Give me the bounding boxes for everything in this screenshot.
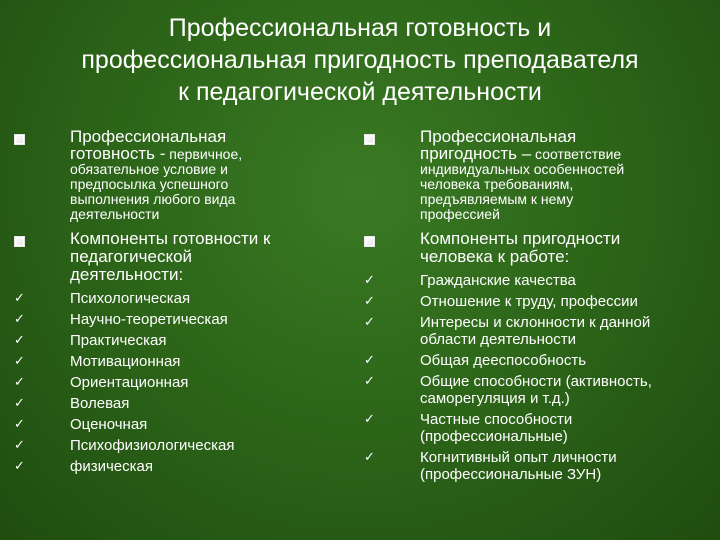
list-item-text: Общая дееспособность [420, 352, 587, 369]
title-line: к педагогической деятельности [178, 78, 542, 106]
check-mark-icon: ✓ [14, 291, 25, 306]
list-item-text: Когнитивный опыт личности [420, 449, 617, 466]
check-mark-icon: ✓ [364, 374, 375, 389]
definition-text: человека требованиям, [420, 176, 574, 192]
list-item-text: (профессиональные ЗУН) [420, 466, 602, 483]
definition-text: обязательное условие и [70, 161, 228, 177]
definition-text: предъявляемым к нему [420, 191, 574, 207]
definition-text: деятельности [70, 206, 160, 222]
list-item-text: Мотивационная [70, 353, 181, 370]
definition-text: выполнения любого вида [70, 191, 236, 207]
suitability-components-heading [364, 230, 704, 266]
right-column [364, 128, 704, 487]
definition-heading: готовность - [70, 144, 166, 163]
slide-title [30, 12, 690, 108]
list-item-text: Частные способности [420, 411, 573, 428]
definition-text: индивидуальных особенностей [420, 161, 625, 177]
check-mark-icon: ✓ [14, 417, 25, 432]
check-mark-icon: ✓ [14, 312, 25, 327]
list-item-text: Интересы и склонности к данной [420, 314, 651, 331]
list-item [364, 411, 704, 445]
definition-heading: пригодность – [420, 144, 532, 163]
check-mark-icon: ✓ [14, 333, 25, 348]
square-bullet-icon [14, 236, 25, 247]
list-item [14, 330, 334, 351]
suitability-definition [364, 128, 704, 222]
list-item [364, 272, 704, 289]
list-item [364, 449, 704, 483]
definition-text: профессией [420, 206, 500, 222]
list-item-text: Психофизиологическая [70, 437, 235, 454]
check-mark-icon: ✓ [364, 412, 375, 427]
list-item [364, 373, 704, 407]
list-item [14, 372, 334, 393]
list-item-text: области деятельности [420, 331, 576, 348]
components-heading-line: Компоненты пригодности [420, 229, 621, 248]
list-item [364, 352, 704, 369]
check-mark-icon: ✓ [364, 450, 375, 465]
list-item [14, 456, 334, 477]
list-item-text: Отношение к труду, профессии [420, 293, 638, 310]
readiness-definition [14, 128, 334, 222]
components-heading-line: Компоненты готовности к [70, 229, 271, 248]
left-column [14, 128, 334, 477]
check-mark-icon: ✓ [14, 354, 25, 369]
readiness-components-heading [14, 230, 334, 284]
square-bullet-icon [14, 134, 25, 145]
readiness-components-list [14, 288, 334, 477]
list-item-text: Общие способности (активность, [420, 373, 652, 390]
title-line: профессиональная пригодность преподавателя [81, 46, 639, 74]
list-item [14, 393, 334, 414]
list-item [14, 414, 334, 435]
components-heading-line: деятельности: [70, 265, 184, 284]
check-mark-icon: ✓ [364, 315, 375, 330]
list-item [14, 351, 334, 372]
list-item-text: Практическая [70, 332, 167, 349]
list-item [364, 314, 704, 348]
list-item-text: Ориентационная [70, 374, 189, 391]
list-item [14, 435, 334, 456]
list-item-text: Оценочная [70, 416, 148, 433]
list-item-text: (профессиональные) [420, 428, 568, 445]
components-heading-line: человека к работе: [420, 247, 570, 266]
check-mark-icon: ✓ [14, 396, 25, 411]
check-mark-icon: ✓ [364, 273, 375, 288]
definition-heading-line2 [70, 145, 334, 162]
check-mark-icon: ✓ [14, 375, 25, 390]
suitability-components-list [364, 272, 704, 483]
check-mark-icon: ✓ [364, 294, 375, 309]
components-heading-line: педагогической [70, 247, 193, 266]
check-mark-icon: ✓ [14, 438, 25, 453]
definition-heading: Профессиональная [420, 127, 577, 146]
definition-heading: Профессиональная [70, 127, 227, 146]
title-line: Профессиональная готовность и [168, 14, 552, 42]
definition-text: соответствие [531, 146, 622, 162]
list-item [364, 293, 704, 310]
definition-text: первичное, [165, 146, 243, 162]
square-bullet-icon [364, 134, 375, 145]
check-mark-icon: ✓ [364, 353, 375, 368]
square-bullet-icon [364, 236, 375, 247]
definition-text: предпосылка успешного [70, 176, 229, 192]
check-mark-icon: ✓ [14, 459, 25, 474]
list-item [14, 288, 334, 309]
list-item-text: физическая [70, 458, 153, 475]
list-item-text: Волевая [70, 395, 130, 412]
list-item-text: Психологическая [70, 290, 191, 307]
list-item-text: Гражданские качества [420, 272, 576, 289]
list-item [14, 309, 334, 330]
list-item-text: Научно-теоретическая [70, 311, 228, 328]
list-item-text: саморегуляция и т.д.) [420, 390, 570, 407]
definition-heading-line2 [420, 145, 704, 162]
